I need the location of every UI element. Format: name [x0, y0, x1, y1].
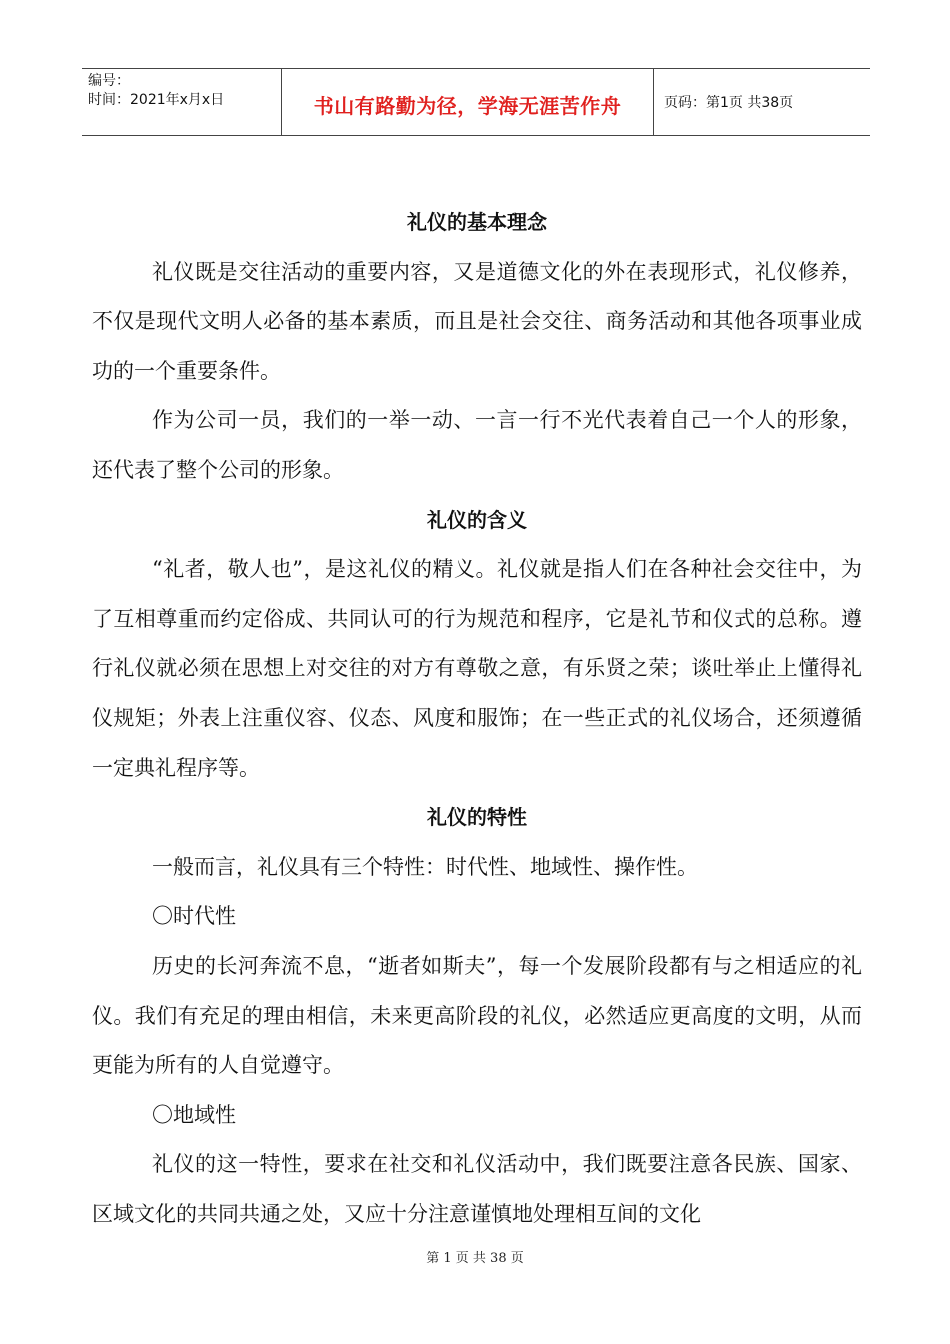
header-meta — [82, 69, 282, 135]
paragraph: 历史的长河奔流不息，“逝者如斯夫”，每一个发展阶段都有与之相适应的礼仪。我们有充足的理由相信，未来更高阶段的礼仪，必然适应更高度的文明，从而更能为所有的人自觉遵守。 — [92, 953, 862, 1078]
paragraph: 礼仪的这一特性，要求在社交和礼仪活动中，我们既要注意各民族、国家、区域文化的共同共通之处，又应十分注意谨慎地处理相互间的文化 — [92, 1152, 862, 1226]
subheading: 〇时代性 — [152, 904, 236, 929]
header-motto: 书山有路勤为径，学海无涯苦作舟 — [282, 69, 654, 135]
paragraph: 礼仪既是交往活动的重要内容，又是道德文化的外在表现形式，礼仪修养，不仅是现代文明人必备的基本素质，而且是社会交往、商务活动和其他各项事业成功的一个重要条件。 — [92, 259, 862, 383]
number-label: 编号： — [88, 73, 130, 89]
document-body — [92, 198, 862, 1239]
page-footer: 第 1 页 共 38 页 — [426, 1251, 524, 1266]
paragraph: 一般而言，礼仪具有三个特性：时代性、地域性、操作性。 — [152, 854, 698, 879]
subheading: 〇地域性 — [152, 1102, 236, 1127]
header-page-info: 页码：第1页 共38页 — [664, 95, 794, 111]
paragraph: 作为公司一员，我们的一举一动、一言一行不光代表着自己一个人的形象，还代表了整个公司的形象。 — [92, 408, 862, 482]
time-label: 时间：2021年x月x日 — [88, 92, 225, 108]
paragraph: “礼者，敬人也”，是这礼仪的精义。礼仪就是指人们在各种社会交往中，为了互相尊重而约定俗成、共同认可的行为规范和程序，它是礼节和仪式的总称。遵行礼仪就必须在思想上对交往的对方有尊敬之意，有乐贤之荣；谈吐举止上懂得礼仪规矩；外表上注重仪容、仪态、风度和服饰；在一些正式的礼仪场合，还须遵循一定典礼程序等。 — [92, 557, 862, 780]
section-heading: 礼仪的特性 — [427, 805, 527, 830]
header-table — [82, 68, 870, 136]
section-heading: 礼仪的基本理念 — [407, 210, 547, 234]
section-heading: 礼仪的含义 — [427, 507, 527, 532]
